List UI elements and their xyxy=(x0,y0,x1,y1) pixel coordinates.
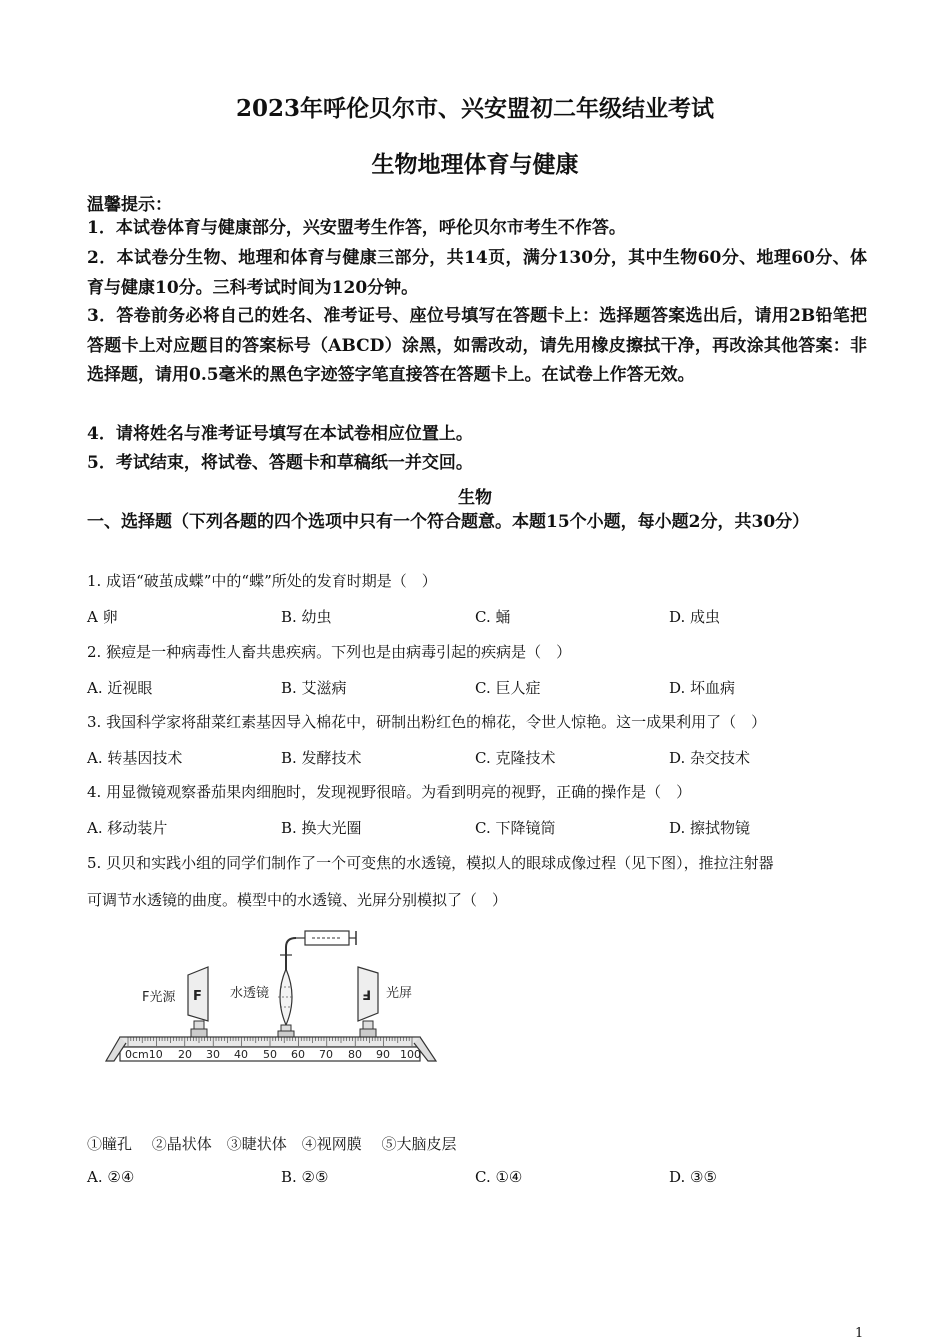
syringe xyxy=(280,931,356,971)
label-water-lens: 水透镜 xyxy=(230,986,270,1001)
question-5-stem-line2: 可调节水透镜的曲度。模型中的水透镜、光屏分别模拟了（ ） xyxy=(87,891,508,909)
question-4-stem: 4. 用显微镜观察番茄果肉细胞时，发现视野很暗。为看到明亮的视野，正确的操作是（ ） xyxy=(87,783,692,801)
notice-item-2: 2．本试卷分生物、地理和体育与健康三部分，共14页，满分130分，其中生物60分、地理60分、体育与健康10分。三科考试时间为120分钟。 xyxy=(87,248,867,298)
question-5-stem-line1: 5. 贝贝和实践小组的同学们制作了一个可变焦的水透镜，模拟人的眼球成像过程（见下图），推拉注射器 xyxy=(87,854,774,872)
option-b: B. 艾滋病 xyxy=(281,679,347,697)
water-lens-diagram xyxy=(100,925,445,1065)
exam-subtitle: 生物地理体育与健康 xyxy=(371,151,579,178)
option-c: C. 蛹 xyxy=(475,608,511,626)
option-b: B. 换大光圈 xyxy=(281,819,362,837)
question-1-stem: 1. 成语“破茧成蝶”中的“蝶”所处的发育时期是（ ） xyxy=(87,572,437,590)
option-c: C. 下降镜筒 xyxy=(475,819,556,837)
question-4-options xyxy=(87,817,867,839)
notice-item-4: 4．请将姓名与准考证号填写在本试卷相应位置上。 xyxy=(87,424,473,444)
scale-label-40: 40 xyxy=(234,1048,248,1061)
scale-label-50: 50 xyxy=(263,1048,277,1061)
option-b: B. 发酵技术 xyxy=(281,749,362,767)
option-b: B. 幼虫 xyxy=(281,608,332,626)
scale-label-60: 60 xyxy=(291,1048,305,1061)
light-source xyxy=(188,967,208,1037)
option-d: D. 杂交技术 xyxy=(669,749,751,767)
notice-item-1: 1．本试卷体育与健康部分，兴安盟考生作答，呼伦贝尔市考生不作答。 xyxy=(87,218,626,238)
scale-label-80: 80 xyxy=(348,1048,362,1061)
scale-label-20: 20 xyxy=(178,1048,192,1061)
scale-label-70: 70 xyxy=(319,1048,333,1061)
question-2-stem: 2. 猴痘是一种病毒性人畜共患疾病。下列也是由病毒引起的疾病是（ ） xyxy=(87,643,572,661)
question-3-stem: 3. 我国科学家将甜菜红素基因导入棉花中，研制出粉红色的棉花，令世人惊艳。这一成果利用了（ ） xyxy=(87,713,767,731)
option-d: D. 坏血病 xyxy=(669,679,736,697)
option-d: D. 擦拭物镜 xyxy=(669,819,751,837)
notice-heading: 温馨提示： xyxy=(87,195,172,215)
page-number: 1 xyxy=(855,1326,864,1341)
option-d: D. 成虫 xyxy=(669,608,721,626)
optical-bench xyxy=(106,1037,436,1061)
notice-item-5: 5．考试结束，将试卷、答题卡和草稿纸一并交回。 xyxy=(87,453,473,473)
label-light-source: F光源 xyxy=(142,990,176,1005)
question-3-options xyxy=(87,747,867,769)
section-title: 一、选择题（下列各题的四个选项中只有一个符合题意。本题15个小题，每小题2分，共30分） xyxy=(87,512,810,532)
water-lens xyxy=(278,969,294,1037)
label-screen: 光屏 xyxy=(386,986,413,1001)
subject-heading: 生物 xyxy=(458,488,492,508)
scale-label-0: 0cm10 xyxy=(125,1048,163,1061)
screen-letter: Ⅎ xyxy=(362,989,371,1004)
option-d: D. ③⑤ xyxy=(669,1168,717,1186)
option-b: B. ②⑤ xyxy=(281,1168,329,1186)
scale-label-100: 100 xyxy=(400,1048,421,1061)
question-1-options xyxy=(87,606,867,628)
option-a: A. 近视眼 xyxy=(87,679,153,697)
scale-label-90: 90 xyxy=(376,1048,390,1061)
option-a: A. ②④ xyxy=(87,1168,135,1186)
option-a: A. 转基因技术 xyxy=(87,749,183,767)
option-a: A. 移动装片 xyxy=(87,819,168,837)
scale-label-30: 30 xyxy=(206,1048,220,1061)
option-a: A 卵 xyxy=(87,608,118,626)
question-5-choices: ①瞳孔 ②晶状体 ③睫状体 ④视网膜 ⑤大脑皮层 xyxy=(87,1135,457,1153)
option-c: C. ①④ xyxy=(475,1168,523,1186)
notice-item-3: 3．答卷前务必将自己的姓名、准考证号、座位号填写在答题卡上：选择题答案选出后，请用2B铅笔把答题卡上对应题目的答案标号（ABCD）涂黑，如需改动，请先用橡皮擦拭干净，再改涂其他答案：非选择题，请用0.5毫米的黑色字迹签字笔直接答在答题卡上。在试卷上作答无效。 xyxy=(87,306,867,385)
light-source-letter: F xyxy=(193,989,202,1004)
option-c: C. 巨人症 xyxy=(475,679,541,697)
question-2-options xyxy=(87,677,867,699)
option-c: C. 克隆技术 xyxy=(475,749,556,767)
light-screen xyxy=(358,967,378,1037)
question-5-options xyxy=(87,1168,867,1190)
exam-title: 2023年呼伦贝尔市、兴安盟初二年级结业考试 xyxy=(235,95,714,122)
